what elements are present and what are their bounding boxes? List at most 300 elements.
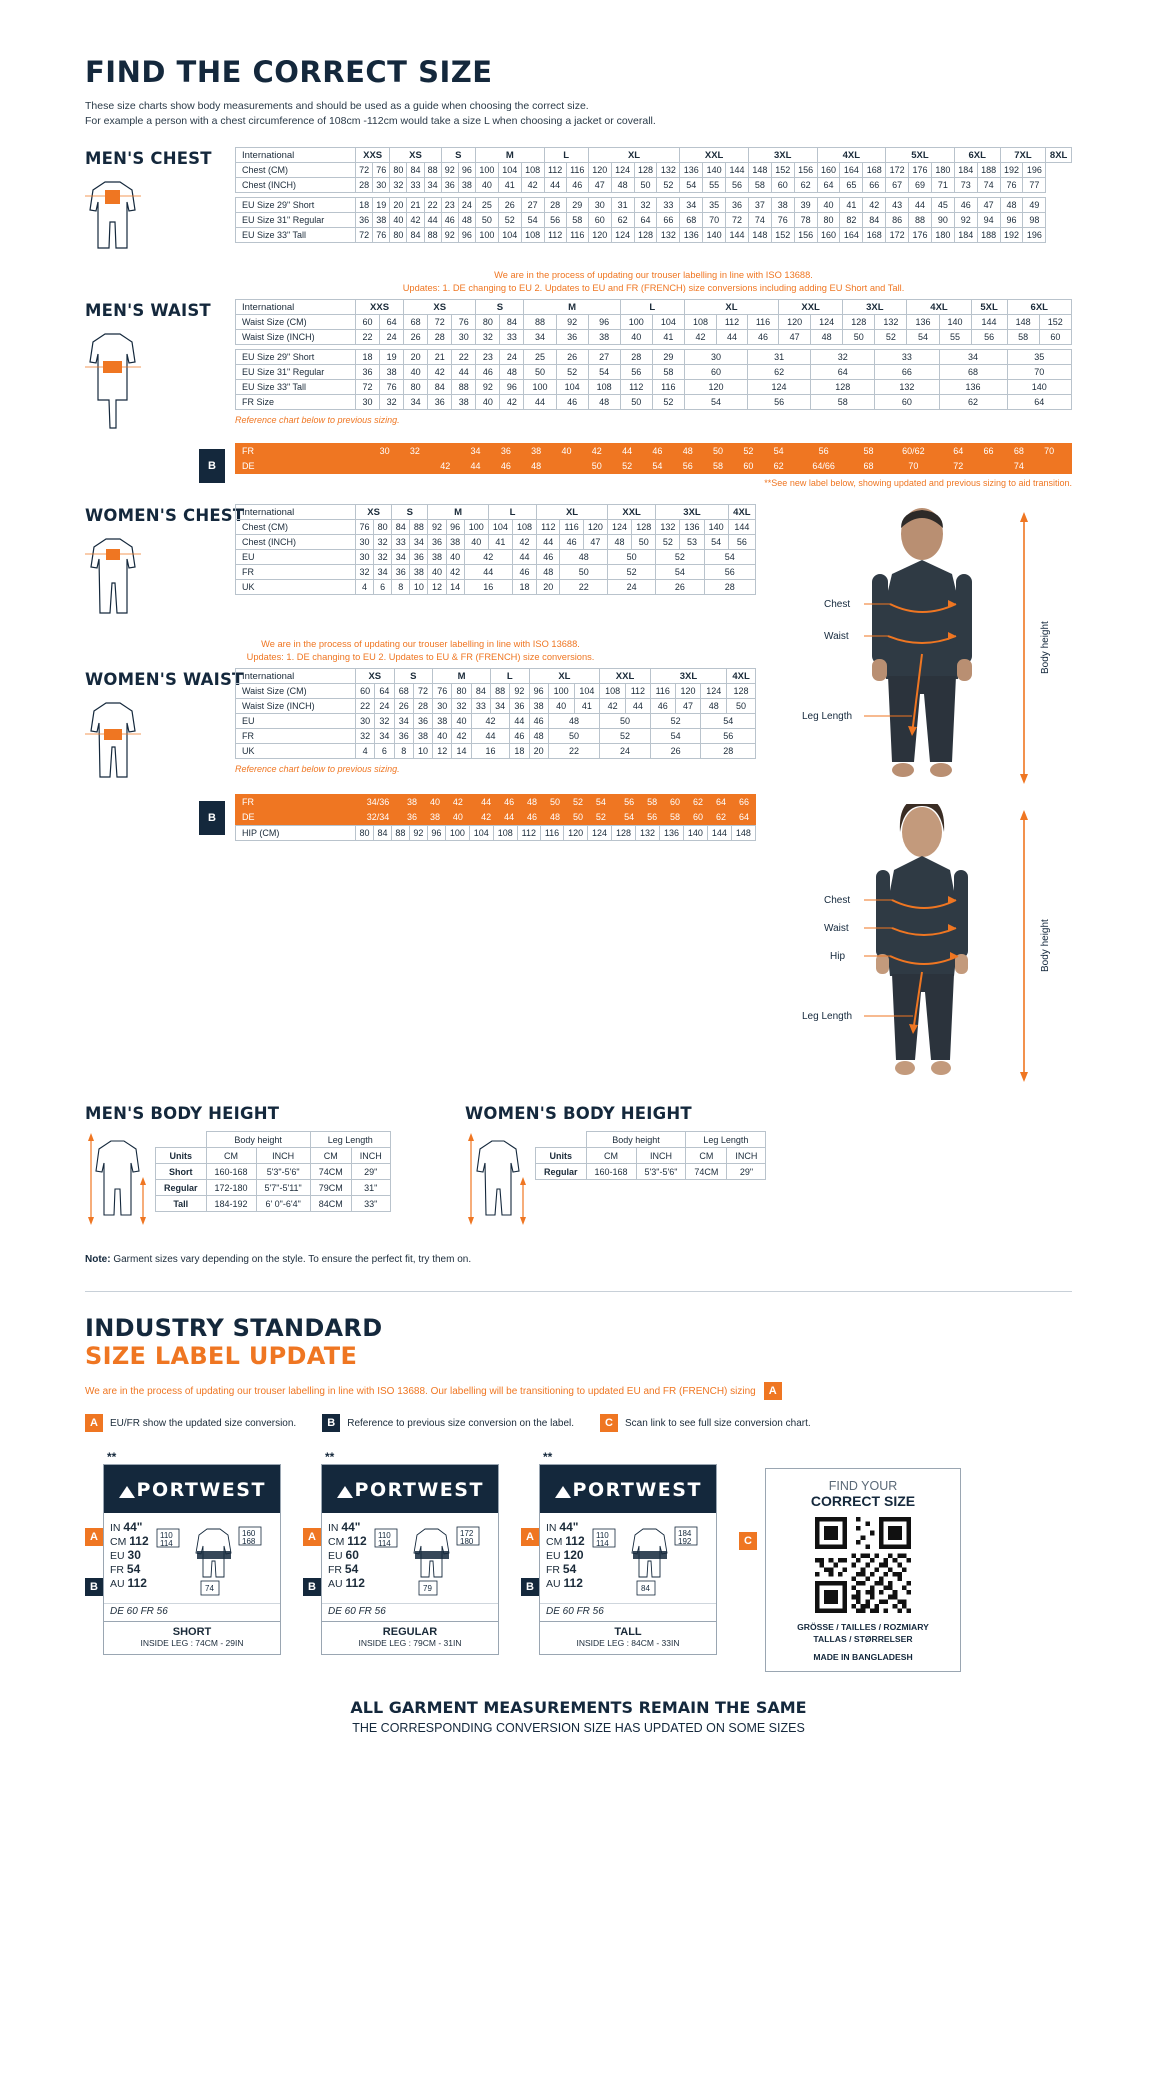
cell: 44 [460, 459, 490, 474]
cell: 148 [748, 163, 771, 178]
svg-text:180: 180 [459, 1537, 473, 1546]
womens-body-height-title: WOMEN'S BODY HEIGHT [465, 1104, 692, 1123]
cell: 176 [909, 163, 932, 178]
cell: 52 [612, 459, 642, 474]
cell: 22 [356, 699, 375, 714]
cell: 104 [556, 380, 588, 395]
womens-chest-table-col [235, 504, 756, 595]
badge-b-card-1: B [85, 1578, 103, 1596]
size-header: 4XL [907, 300, 971, 315]
cell: 84 [407, 163, 424, 178]
cell: 54 [589, 795, 612, 810]
row-label: HIP (CM) [236, 826, 356, 841]
cell: 62 [794, 178, 817, 193]
badge-a-icon: A [85, 1414, 103, 1432]
update-line-1: We are in the process of updating our trouser labelling in line with ISO 13688. [261, 639, 580, 649]
cell: 140 [704, 520, 728, 535]
row-label: Waist Size (CM) [236, 684, 356, 699]
cell: 40 [464, 535, 488, 550]
qr-foot [774, 1621, 952, 1663]
cell: 72 [726, 213, 749, 228]
cell: 46 [650, 699, 675, 714]
cell: 48 [521, 459, 551, 474]
cell: 12 [433, 744, 452, 759]
mens-chest-table [235, 147, 1072, 243]
womens-hip-table [235, 825, 756, 841]
cell: 64 [375, 684, 394, 699]
size-key: EU [110, 1550, 125, 1562]
cell: 34 [374, 565, 392, 580]
cell: 92 [409, 826, 427, 841]
badge-b-mens-waist: B [199, 449, 225, 483]
cell: 80 [390, 163, 407, 178]
row-label: FR [236, 795, 356, 810]
size-header: 6XL [1007, 300, 1071, 315]
cell: 42 [475, 810, 498, 825]
cell: 88 [410, 520, 428, 535]
cell: 48 [701, 699, 727, 714]
cell: 21 [407, 198, 424, 213]
cell: 36 [356, 213, 373, 228]
cell: 80 [476, 315, 500, 330]
cell: 54 [764, 444, 794, 459]
row-label: EU Size 31" Regular [236, 213, 356, 228]
size-key: IN [328, 1522, 339, 1534]
cell: 72 [943, 459, 973, 474]
cell: 112 [517, 826, 540, 841]
cell: 30 [373, 178, 390, 193]
cell: 58 [652, 365, 684, 380]
cell: 128 [634, 163, 657, 178]
cell: 20 [529, 744, 548, 759]
cell: 70 [1034, 444, 1064, 459]
cell: 36 [410, 550, 428, 565]
size-key: FR [328, 1564, 342, 1576]
cell: 41 [488, 535, 512, 550]
cell: 42 [471, 714, 510, 729]
cell: 72 [356, 228, 373, 243]
cell: 36 [356, 365, 380, 380]
cell: 84 [471, 684, 490, 699]
cell: 10 [410, 580, 428, 595]
cell: 124 [701, 684, 727, 699]
cell: 76 [373, 228, 390, 243]
cell: 32 [476, 330, 500, 345]
table-row [236, 699, 756, 714]
cell: 66 [657, 213, 680, 228]
table-row [236, 395, 1072, 410]
cell: 120 [675, 684, 701, 699]
cell: 46 [529, 714, 548, 729]
cell: 56 [673, 459, 703, 474]
cell: 48 [537, 565, 560, 580]
fig-top-val-1: 110 [159, 1531, 173, 1540]
label-stars-3: ** [543, 1450, 553, 1464]
cell: 92 [441, 228, 458, 243]
svg-text:184: 184 [677, 1529, 691, 1538]
cell: 21 [428, 350, 452, 365]
cell: 116 [652, 380, 684, 395]
cell: 39 [794, 198, 817, 213]
cell: 132 [657, 163, 680, 178]
cell: 120 [684, 380, 747, 395]
svg-text:84: 84 [640, 1584, 650, 1593]
cell: 32 [356, 565, 374, 580]
svg-text:114: 114 [377, 1539, 391, 1548]
cell: 18 [356, 350, 380, 365]
mens-waist-block [85, 299, 1072, 443]
size-key: CM [110, 1536, 127, 1548]
size-header: M [524, 300, 620, 315]
cell: 6 [374, 580, 392, 595]
cell: 42 [863, 198, 886, 213]
size-value: 30 [127, 1548, 141, 1562]
cell: 128 [727, 684, 756, 699]
cell: 184 [954, 163, 977, 178]
svg-text:79: 79 [422, 1584, 432, 1593]
size-header: 3XL [843, 300, 907, 315]
cell: 50 [632, 535, 656, 550]
cell: 14 [446, 580, 464, 595]
cell: 40 [817, 198, 840, 213]
fit-note-label: Note: [85, 1254, 111, 1265]
cell: 56 [748, 395, 811, 410]
cell: 8 [394, 744, 413, 759]
womens-chest-block [85, 504, 756, 630]
col-group: Body height [206, 1132, 310, 1148]
cell: INCH [351, 1148, 390, 1164]
cell: 4 [356, 580, 374, 595]
cell: 72 [428, 315, 452, 330]
cell: 64 [732, 810, 755, 825]
cell: 70 [1007, 365, 1071, 380]
size-header: XS [356, 669, 395, 684]
cell: 172 [886, 228, 909, 243]
cell: 184 [954, 228, 977, 243]
svg-text:110: 110 [377, 1531, 391, 1540]
cell: 108 [600, 684, 626, 699]
fit-note [85, 1254, 1072, 1265]
cell: 68 [1004, 444, 1034, 459]
cell: 49 [1023, 198, 1046, 213]
cell: 47 [588, 178, 611, 193]
cell: 64 [380, 315, 404, 330]
label-foot-3 [540, 1621, 716, 1654]
cell: 26 [650, 744, 701, 759]
inside-leg-label: INSIDE LEG : 79CM - 31IN [358, 1638, 462, 1648]
cell: 60 [1039, 330, 1071, 345]
cell: 40 [446, 550, 464, 565]
table-row [236, 550, 756, 565]
cell: 140 [683, 826, 707, 841]
cell: 52 [600, 729, 651, 744]
cell: 128 [632, 520, 656, 535]
cell: 82 [840, 213, 863, 228]
cell: 104 [498, 228, 521, 243]
cell: 188 [977, 163, 1000, 178]
cell [356, 459, 363, 474]
cell: 34 [410, 535, 428, 550]
brand-name: PORTWEST [354, 1479, 484, 1501]
cell: 34 [424, 178, 441, 193]
size-key: IN [110, 1522, 121, 1534]
cell: 32 [356, 729, 375, 744]
fit-length-label: TALL [614, 1626, 642, 1638]
table-row [236, 350, 1072, 365]
cell: 116 [560, 520, 583, 535]
cell: 56 [641, 810, 664, 825]
svg-text:172: 172 [459, 1529, 473, 1538]
size-key: FR [110, 1564, 124, 1576]
cell: 34 [460, 444, 490, 459]
cell: 40 [423, 795, 446, 810]
size-key: FR [546, 1564, 560, 1576]
cell: 144 [971, 315, 1007, 330]
cell: 74 [1004, 459, 1034, 474]
cell: 192 [1000, 163, 1023, 178]
cell: 38 [529, 699, 548, 714]
cell: 84 [407, 228, 424, 243]
cell: 124 [748, 380, 811, 395]
cell: 50 [566, 810, 589, 825]
cell: 44 [510, 714, 529, 729]
table-row [236, 669, 756, 684]
cell: 64/66 [794, 459, 853, 474]
cell: 42 [430, 459, 460, 474]
cell: 96 [458, 163, 475, 178]
cell: 68 [680, 213, 703, 228]
cell: 24 [380, 330, 404, 345]
cell: 41 [498, 178, 521, 193]
cell: 48 [588, 395, 620, 410]
portwest-logo-icon [118, 1485, 136, 1499]
mens-waist-previous-table [235, 443, 1072, 474]
cell: 60 [588, 213, 611, 228]
update-line-2: Updates: 1. DE changing to EU 2. Updates to EU & FR (FRENCH) size conversions. [246, 652, 595, 662]
cell: 160 [817, 163, 840, 178]
cell: 41 [840, 198, 863, 213]
cell: 4 [356, 744, 375, 759]
cell: 164 [840, 228, 863, 243]
size-header: XS [404, 300, 476, 315]
cell: 172-180 [206, 1180, 256, 1196]
cell: 55 [703, 178, 726, 193]
cell: 172 [886, 163, 909, 178]
cell: 58 [853, 444, 883, 459]
cell: 67 [886, 178, 909, 193]
cell: 66 [732, 795, 755, 810]
cell: 46 [748, 330, 779, 345]
table-row [236, 505, 756, 520]
cell: 44 [464, 565, 512, 580]
cell: 52 [733, 444, 763, 459]
cell: 120 [588, 228, 611, 243]
cell: 24 [458, 198, 475, 213]
table-row [156, 1180, 391, 1196]
cell: CM [206, 1148, 256, 1164]
row-label: Waist Size (INCH) [236, 330, 356, 345]
label-size-list-1 [110, 1521, 149, 1597]
label-de-fr-1: DE 60 FR 56 [104, 1603, 280, 1621]
cell: 18 [512, 580, 536, 595]
mens-waist-international-label: International [236, 300, 356, 315]
cell: 66 [863, 178, 886, 193]
cell: 18 [356, 198, 373, 213]
table-row [236, 795, 756, 810]
size-header: M [433, 669, 491, 684]
cell: 132 [656, 520, 680, 535]
cell: 50 [544, 795, 567, 810]
cell: 47 [583, 535, 607, 550]
cell: 36 [394, 729, 413, 744]
female-height-figure-icon [465, 1131, 527, 1232]
cell: 80 [452, 684, 471, 699]
cell: 112 [544, 228, 566, 243]
cell: 100 [445, 826, 469, 841]
size-value: 112 [347, 1534, 367, 1548]
cell: 60 [875, 395, 939, 410]
row-label: UK [236, 744, 356, 759]
table-row [156, 1148, 391, 1164]
size-key: CM [328, 1536, 345, 1548]
fit-note-text: Garment sizes vary depending on the style. To ensure the perfect fit, try them on. [110, 1254, 472, 1265]
womens-chest-table [235, 504, 756, 595]
cell: 98 [1023, 213, 1046, 228]
cell: 47 [977, 198, 1000, 213]
table-row [236, 330, 1072, 345]
cell: 124 [611, 228, 634, 243]
badge-b-card-3: B [521, 1578, 539, 1596]
badge-a-card-1: A [85, 1528, 103, 1546]
legend-item-a [85, 1414, 296, 1432]
label-foot-1 [104, 1621, 280, 1654]
svg-text:Hip: Hip [830, 951, 846, 962]
cell: 48 [548, 714, 599, 729]
svg-text:Chest: Chest [824, 895, 851, 906]
cell: 60/62 [884, 444, 943, 459]
cell: 100 [464, 520, 488, 535]
svg-text:Waist: Waist [824, 631, 849, 642]
size-key: AU [110, 1578, 125, 1590]
cell: CM [586, 1148, 636, 1164]
row-label: Chest (INCH) [236, 178, 356, 193]
industry-lead [85, 1382, 1072, 1400]
cell [356, 444, 363, 459]
size-header: XXL [680, 148, 749, 163]
cell: 196 [1023, 228, 1046, 243]
table-row [236, 163, 1072, 178]
cell: 24 [607, 580, 655, 595]
size-key: AU [546, 1578, 561, 1590]
badge-b-icon: B [322, 1414, 340, 1432]
male-torso-figure-icon [85, 176, 235, 259]
cell: 136 [939, 380, 1007, 395]
size-header: XS [356, 505, 392, 520]
label-figure-3 [591, 1521, 710, 1597]
size-value: 112 [565, 1534, 585, 1548]
cell: 116 [650, 684, 675, 699]
cell: 62 [709, 810, 732, 825]
row-label: FR [236, 444, 356, 459]
cell: 76 [433, 684, 452, 699]
cell: 38 [521, 444, 551, 459]
cell: 60 [356, 684, 375, 699]
cell: 32 [400, 444, 430, 459]
legend-text-c: Scan link to see full size conversion chart. [625, 1417, 811, 1429]
cell: 37 [748, 198, 771, 213]
size-header: S [476, 300, 524, 315]
cell: 34 [375, 729, 394, 744]
size-header: 7XL [1000, 148, 1046, 163]
cell: 56 [618, 795, 641, 810]
cell: 86 [886, 213, 909, 228]
mens-waist-table [235, 299, 1072, 410]
cell: 26 [394, 699, 413, 714]
cell: 34 [490, 699, 509, 714]
size-header: 8XL [1046, 148, 1072, 163]
cell: 64 [709, 795, 732, 810]
cell: CM [310, 1148, 351, 1164]
cell: 32 [452, 699, 471, 714]
cell: 40 [551, 444, 581, 459]
table-row [236, 535, 756, 550]
cell: 136 [680, 520, 704, 535]
qr-card[interactable] [765, 1468, 961, 1672]
cell: 152 [771, 228, 794, 243]
svg-text:110: 110 [595, 1531, 609, 1540]
footer-line-2: THE CORRESPONDING CONVERSION SIZE HAS UPDATED ON SOME SIZES [352, 1721, 805, 1735]
size-header: XL [537, 505, 608, 520]
cell: 30 [684, 350, 747, 365]
industry-title-1: INDUSTRY STANDARD [85, 1314, 383, 1342]
row-label: Tall [156, 1196, 207, 1212]
size-value: 44" [341, 1520, 361, 1534]
cell: 33 [500, 330, 524, 345]
cell: 96 [1000, 213, 1023, 228]
cell: 90 [931, 213, 954, 228]
cell: 36 [413, 714, 432, 729]
cell: 34 [524, 330, 556, 345]
table-row [156, 1132, 391, 1148]
cell: 96 [588, 315, 620, 330]
cell: 160 [817, 228, 840, 243]
portwest-logo-icon [554, 1485, 572, 1499]
cell: 31 [611, 198, 634, 213]
cell: 46 [476, 365, 500, 380]
cell: 60 [684, 365, 747, 380]
inside-leg-label: INSIDE LEG : 84CM - 33IN [576, 1638, 680, 1648]
cell: 38 [588, 330, 620, 345]
cell [1034, 459, 1064, 474]
cell: 84 [863, 213, 886, 228]
cell: 48 [458, 213, 475, 228]
row-label: Regular [536, 1164, 587, 1180]
size-value: 54 [126, 1562, 141, 1576]
label-stars-2: ** [325, 1450, 335, 1464]
svg-text:Waist: Waist [824, 923, 849, 934]
svg-text:74: 74 [204, 1584, 214, 1593]
svg-text:114: 114 [595, 1539, 609, 1548]
cell: INCH [256, 1148, 310, 1164]
footer-line-1: ALL GARMENT MEASUREMENTS REMAIN THE SAME [350, 1698, 807, 1717]
row-label: Waist Size (CM) [236, 315, 356, 330]
cell: 22 [356, 330, 380, 345]
row-label: EU Size 31" Regular [236, 365, 356, 380]
cell: 74CM [310, 1164, 351, 1180]
size-value: 120 [563, 1548, 584, 1562]
brand-name: PORTWEST [136, 1479, 266, 1501]
qr-code-icon[interactable] [815, 1517, 911, 1613]
